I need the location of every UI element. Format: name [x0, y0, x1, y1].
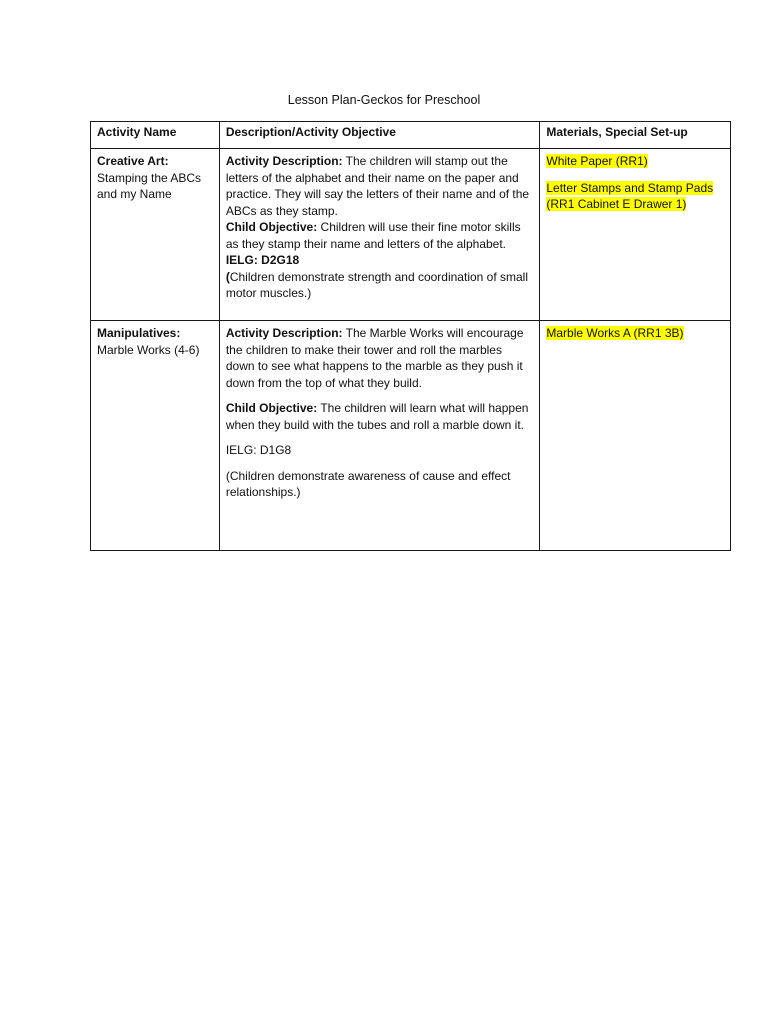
header-description: Description/Activity Objective: [219, 122, 540, 149]
header-activity-name: Activity Name: [91, 122, 220, 149]
child-objective: [226, 219, 534, 252]
ielg-description: (Children demonstrate awareness of cause and effect relationships.): [225, 468, 511, 499]
activity-description: [226, 325, 534, 391]
child-objective-label: Child Objective:: [225, 401, 318, 415]
ielg-code: IELG: D1G8: [225, 443, 292, 457]
description-cell: [219, 149, 540, 321]
activity-description: [226, 153, 534, 219]
material-item: [546, 153, 724, 170]
material-highlight: Marble Works A (RR1 3B): [546, 326, 684, 340]
header-materials: Materials, Special Set-up: [540, 122, 731, 149]
child-objective-label: Child Objective:: [225, 220, 318, 234]
table-row: [91, 321, 731, 551]
activity-title: Manipulatives:: [97, 326, 181, 340]
ielg-open-paren: (: [225, 269, 230, 284]
ielg-code: IELG: D2G18: [225, 253, 300, 267]
materials-cell: [540, 149, 731, 321]
material-highlight: Letter Stamps and Stamp Pads (RR1 Cabinet E Drawer 1): [546, 180, 714, 211]
lesson-plan-table: [90, 121, 731, 551]
material-item: [546, 180, 724, 213]
activity-cell: [91, 149, 220, 321]
activity-name: Stamping the ABCs and my Name: [97, 170, 202, 201]
child-objective-text: The children will learn what will happen when they build with the tubes and roll a marble down it.: [225, 401, 529, 432]
table-header-row: [91, 122, 731, 149]
ielg-description: [226, 269, 534, 302]
activity-description-label: Activity Description:: [225, 326, 343, 340]
activity-cell: [91, 321, 220, 551]
ielg-description-text: Children demonstrate strength and coordination of small motor muscles.): [225, 269, 529, 300]
child-objective: [226, 400, 534, 433]
table-row: [91, 149, 731, 321]
description-cell: [219, 321, 540, 551]
activity-description-label: Activity Description:: [225, 154, 343, 168]
materials-cell: [540, 321, 731, 551]
document-title: Lesson Plan-Geckos for Preschool: [287, 93, 481, 107]
child-objective-text: Children will use their fine motor skills as they stamp their name and letters of the alphabet.: [225, 220, 521, 251]
activity-description-text: The Marble Works will encourage the children to make their tower and roll the marbles down to see what happens to the marble as they push it down from the top of what they build.: [225, 326, 524, 390]
material-item: [546, 325, 724, 342]
activity-name: Marble Works (4-6): [97, 342, 200, 357]
activity-title: Creative Art:: [97, 154, 169, 168]
activity-description-text: The children will stamp out the letters of the alphabet and their name on the paper and practice. They will say the letters of their name and of the ABCs as they stamp.: [225, 154, 530, 218]
material-highlight: White Paper (RR1): [546, 154, 648, 168]
